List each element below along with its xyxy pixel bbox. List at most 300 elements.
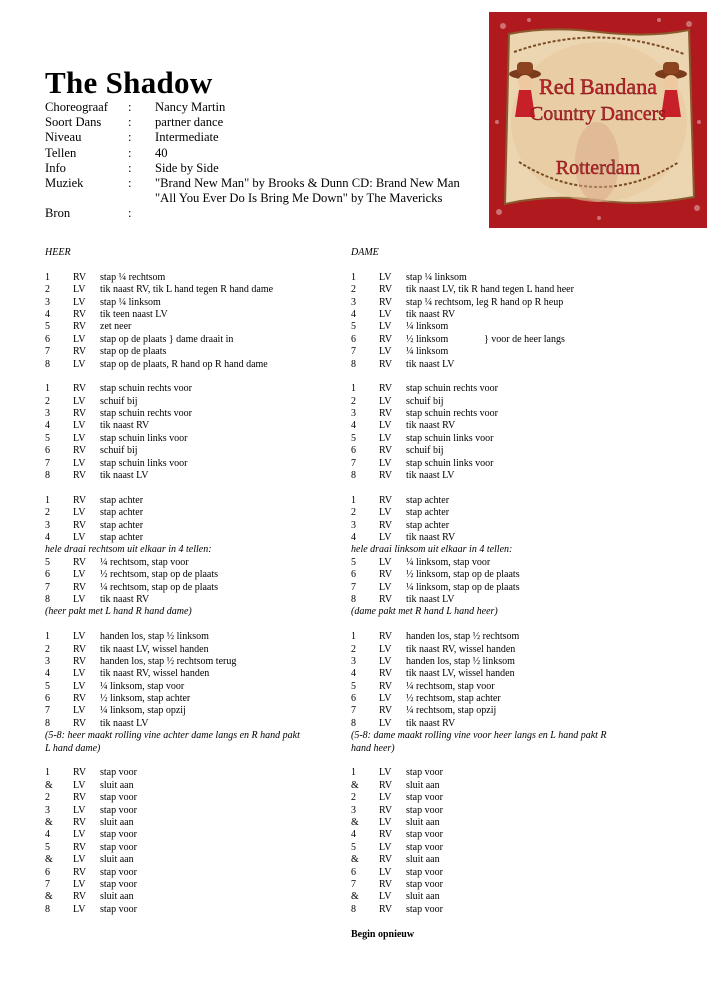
step-description: handen los, stap ½ rechtsom	[406, 631, 520, 643]
step-description: ¼ linksom	[406, 346, 449, 358]
step-foot: LV	[73, 631, 86, 643]
step-foot: LV	[379, 420, 392, 432]
step-description: ¼ rechtsom, stap voor	[406, 680, 495, 692]
step-description: tik naast RV	[100, 593, 150, 605]
step-foot: LV	[379, 395, 392, 407]
step-description: stap voor	[100, 841, 137, 853]
meta-label: Info	[45, 160, 66, 175]
step-count: 2	[351, 792, 356, 804]
step-count: 3	[351, 296, 356, 308]
step-foot: LV	[73, 358, 86, 370]
step-foot: LV	[379, 556, 392, 568]
step-description: stap schuin rechts voor	[100, 383, 192, 395]
step-foot: LV	[73, 668, 86, 680]
step-count: 5	[45, 432, 50, 444]
step-description: stap schuin rechts voor	[100, 408, 192, 420]
step-foot: LV	[73, 569, 86, 581]
meta-colon: :	[128, 115, 132, 130]
step-count: 7	[45, 457, 50, 469]
step-description: stap voor	[406, 792, 443, 804]
step-count: 3	[45, 804, 50, 816]
step-foot: RV	[73, 271, 87, 283]
step-foot: LV	[73, 854, 86, 866]
step-foot: RV	[73, 693, 87, 705]
step-block	[351, 383, 613, 482]
meta-value: Intermediate	[155, 130, 219, 145]
step-foot: LV	[379, 581, 392, 593]
step-row	[45, 582, 307, 594]
step-description: tik naast RV	[406, 308, 456, 320]
step-foot: RV	[379, 445, 393, 457]
step-count: 2	[351, 507, 356, 519]
step-count: 7	[45, 878, 50, 890]
meta-value: "All You Ever Do Is Bring Me Down" by The Mavericks	[155, 191, 443, 206]
step-count: 8	[351, 593, 356, 605]
step-count: &	[45, 854, 53, 866]
step-description: ¼ linksom, stap voor	[406, 556, 491, 568]
step-foot: RV	[379, 408, 393, 420]
step-description: tik naast RV, tik L hand tegen R hand dame	[100, 284, 274, 296]
step-description: stap voor	[100, 792, 137, 804]
step-description: stap op de plaats } dame draait in	[100, 333, 234, 345]
step-foot: LV	[379, 271, 392, 283]
step-description: schuif bij	[100, 445, 138, 457]
step-row	[351, 854, 613, 866]
step-count: 4	[45, 668, 50, 680]
step-row	[351, 644, 613, 656]
step-count: 1	[351, 383, 356, 395]
step-foot: LV	[73, 284, 86, 296]
step-description: tik naast LV	[100, 717, 149, 729]
step-row	[351, 309, 613, 321]
step-description: zet neer	[100, 321, 132, 333]
step-row	[351, 396, 613, 408]
step-row	[351, 792, 613, 804]
step-row	[45, 805, 307, 817]
step-description: stap achter	[100, 531, 144, 543]
step-description: ¼ rechtsom, stap voor	[100, 556, 189, 568]
step-count: 7	[351, 581, 356, 593]
step-foot: LV	[73, 395, 86, 407]
step-description: sluit aan	[100, 779, 134, 791]
step-description: stap voor	[100, 866, 137, 878]
step-count: 1	[351, 271, 356, 283]
step-row	[351, 891, 613, 903]
step-description: stap achter	[406, 519, 450, 531]
step-row	[351, 495, 613, 507]
step-block	[45, 383, 307, 482]
step-description: stap schuin links voor	[100, 457, 188, 469]
step-row	[45, 383, 307, 395]
step-foot: LV	[73, 457, 86, 469]
logo-line-1: Red Bandana	[539, 74, 657, 99]
meta-label: Bron	[45, 206, 71, 221]
step-count: 4	[351, 308, 356, 320]
step-count: 2	[45, 395, 50, 407]
step-foot: RV	[73, 346, 87, 358]
step-foot: LV	[379, 817, 392, 829]
step-count: 2	[45, 284, 50, 296]
step-foot: LV	[379, 866, 392, 878]
step-foot: RV	[73, 643, 87, 655]
step-foot: RV	[73, 408, 87, 420]
step-row	[45, 321, 307, 333]
meta-colon: :	[128, 206, 132, 221]
step-row	[45, 272, 307, 284]
step-row	[45, 693, 307, 705]
step-count: 7	[45, 705, 50, 717]
step-count: 6	[351, 866, 356, 878]
step-count: 3	[45, 655, 50, 667]
step-description: stap ¼ rechtsom	[100, 271, 166, 283]
step-foot: RV	[73, 841, 87, 853]
step-count: 6	[45, 693, 50, 705]
meta-label: Niveau	[45, 130, 82, 145]
step-count: &	[351, 779, 359, 791]
step-description: tik naast RV	[406, 531, 456, 543]
step-row	[351, 631, 613, 643]
step-count: &	[351, 817, 359, 829]
step-description: ½ rechtsom, stap op de plaats	[100, 569, 219, 581]
step-row	[351, 569, 613, 581]
step-description: schuif bij	[406, 395, 444, 407]
step-count: 8	[351, 903, 356, 915]
meta-value: "Brand New Man" by Brooks & Dunn CD: Brand New Man	[155, 175, 460, 190]
step-foot: RV	[379, 519, 393, 531]
meta-label: Choreograaf	[45, 100, 108, 114]
step-row	[351, 780, 613, 792]
step-row	[45, 569, 307, 581]
step-description: stap voor	[100, 767, 137, 779]
step-row	[351, 520, 613, 532]
step-foot: RV	[379, 631, 393, 643]
step-description: stap voor	[406, 841, 443, 853]
step-count: 1	[45, 271, 50, 283]
step-description: stap schuin links voor	[406, 457, 494, 469]
step-row	[45, 631, 307, 643]
step-count: 7	[45, 581, 50, 593]
step-count: 6	[351, 693, 356, 705]
step-foot: RV	[73, 494, 87, 506]
step-description: stap voor	[406, 878, 443, 890]
step-foot: LV	[73, 878, 86, 890]
step-count: 5	[351, 841, 356, 853]
step-description: ¼ rechtsom, stap opzij	[406, 705, 497, 717]
step-count: 1	[45, 383, 50, 395]
step-count: 4	[351, 531, 356, 543]
step-block	[45, 272, 307, 371]
step-description: tik naast LV, tik R hand tegen L hand heer	[406, 284, 574, 296]
step-description: tik naast RV	[100, 420, 150, 432]
step-description: stap voor	[406, 866, 443, 878]
step-description: stap voor	[100, 804, 137, 816]
step-row	[45, 470, 307, 482]
step-row	[45, 904, 307, 916]
step-row	[351, 470, 613, 482]
meta-colon: :	[128, 175, 132, 190]
step-count: 8	[45, 903, 50, 915]
step-row	[45, 668, 307, 680]
step-foot: LV	[73, 804, 86, 816]
step-description: stap schuin rechts voor	[406, 383, 498, 395]
step-count: 5	[351, 432, 356, 444]
step-row	[351, 284, 613, 296]
step-foot: LV	[379, 767, 392, 779]
step-foot: RV	[73, 321, 87, 333]
step-count: &	[351, 891, 359, 903]
step-count: 2	[351, 643, 356, 655]
club-logo	[489, 12, 707, 228]
step-foot: RV	[73, 866, 87, 878]
step-count: 5	[45, 321, 50, 333]
step-count: 2	[45, 507, 50, 519]
step-count: 5	[45, 841, 50, 853]
step-row	[45, 792, 307, 804]
step-description: stap schuin links voor	[100, 432, 188, 444]
step-description: tik naast RV	[406, 717, 456, 729]
step-foot: RV	[379, 593, 393, 605]
meta-colon: :	[128, 130, 132, 145]
step-foot: LV	[73, 531, 86, 543]
step-foot: RV	[379, 494, 393, 506]
step-row	[351, 408, 613, 420]
step-foot: LV	[379, 643, 392, 655]
step-row	[351, 334, 613, 346]
step-foot: LV	[379, 531, 392, 543]
meta-colon: :	[128, 100, 132, 114]
step-foot: RV	[379, 854, 393, 866]
step-foot: LV	[379, 841, 392, 853]
step-foot: RV	[379, 705, 393, 717]
step-count: 6	[351, 569, 356, 581]
step-foot: LV	[379, 308, 392, 320]
step-count: 1	[45, 767, 50, 779]
step-row	[351, 718, 613, 730]
step-count: 6	[351, 445, 356, 457]
step-row	[351, 705, 613, 717]
step-count: 6	[45, 333, 50, 345]
step-description: sluit aan	[406, 854, 440, 866]
step-description: stap op de plaats, R hand op R hand dame	[100, 358, 268, 370]
step-description: schuif bij	[100, 395, 138, 407]
step-row	[45, 408, 307, 420]
step-count: 1	[351, 767, 356, 779]
step-description: sluit aan	[406, 817, 440, 829]
step-row	[45, 829, 307, 841]
step-description: stap achter	[100, 494, 144, 506]
step-count: 4	[45, 531, 50, 543]
step-foot: LV	[379, 507, 392, 519]
step-row	[351, 842, 613, 854]
step-foot: RV	[73, 383, 87, 395]
step-row	[45, 359, 307, 371]
step-count: 8	[351, 717, 356, 729]
step-count: 4	[45, 308, 50, 320]
step-foot: LV	[73, 420, 86, 432]
step-count: 5	[351, 680, 356, 692]
step-description: tik naast LV	[406, 593, 455, 605]
step-count: 3	[351, 408, 356, 420]
step-foot: RV	[73, 556, 87, 568]
step-row	[351, 346, 613, 358]
step-count: 1	[351, 494, 356, 506]
step-row	[45, 867, 307, 879]
step-description: stap ¼ linksom	[100, 296, 161, 308]
step-count: 3	[351, 519, 356, 531]
step-row	[45, 520, 307, 532]
step-row	[351, 594, 613, 606]
step-foot: RV	[73, 655, 87, 667]
step-description: ¼ linksom, stap opzij	[100, 705, 186, 717]
step-row	[45, 396, 307, 408]
step-description: tik naast LV	[406, 358, 455, 370]
step-row	[351, 359, 613, 371]
step-row	[45, 507, 307, 519]
step-note: (5-8: dame maakt rolling vine voor heer langs en L hand pakt R hand heer)	[351, 730, 607, 754]
step-description: ¼ linksom, stap voor	[100, 680, 185, 692]
meta-value: 40	[155, 145, 168, 160]
step-count: 6	[45, 445, 50, 457]
step-row	[351, 272, 613, 284]
step-count: 3	[351, 655, 356, 667]
step-foot: RV	[379, 296, 393, 308]
step-row	[351, 507, 613, 519]
step-row	[45, 842, 307, 854]
step-description: stap voor	[406, 804, 443, 816]
step-foot: LV	[73, 680, 86, 692]
step-foot: RV	[379, 804, 393, 816]
step-row	[351, 829, 613, 841]
step-row	[351, 383, 613, 395]
step-row	[45, 767, 307, 779]
step-row	[45, 284, 307, 296]
step-description: stap achter	[100, 519, 144, 531]
step-row	[351, 433, 613, 445]
step-description: ¼ linksom	[406, 321, 449, 333]
step-count: 7	[351, 878, 356, 890]
step-description: tik naast LV	[406, 470, 455, 482]
meta-label: Soort Dans	[45, 115, 102, 130]
step-foot: LV	[73, 333, 86, 345]
step-foot: RV	[379, 903, 393, 915]
step-row	[45, 817, 307, 829]
step-description: stap op de plaats	[100, 346, 167, 358]
step-row	[351, 767, 613, 779]
dame-heading: DAME	[351, 247, 379, 258]
heer-heading: HEER	[45, 247, 71, 258]
step-count: 4	[45, 829, 50, 841]
step-description: tik naast RV, wissel handen	[406, 643, 516, 655]
step-row	[351, 879, 613, 891]
step-description: tik naast RV	[406, 420, 456, 432]
step-row	[45, 854, 307, 866]
step-description: handen los, stap ½ linksom	[100, 631, 209, 643]
step-count: 4	[351, 668, 356, 680]
step-count: 3	[45, 519, 50, 531]
step-foot: RV	[73, 308, 87, 320]
meta-colon: :	[128, 160, 132, 175]
step-row	[45, 346, 307, 358]
footer-note: Begin opnieuw	[351, 929, 415, 940]
step-foot: RV	[379, 878, 393, 890]
meta-value: Side by Side	[155, 160, 219, 175]
step-description: stap voor	[406, 767, 443, 779]
step-foot: LV	[379, 891, 392, 903]
step-description: ¼ rechtsom, stap op de plaats	[100, 581, 219, 593]
step-description: sluit aan	[100, 817, 134, 829]
step-count: 4	[45, 420, 50, 432]
step-foot: RV	[379, 284, 393, 296]
step-description: tik teen naast LV	[100, 308, 168, 320]
step-foot: RV	[379, 569, 393, 581]
step-block	[45, 495, 307, 619]
step-count: 8	[45, 717, 50, 729]
step-count: 3	[45, 296, 50, 308]
step-count: 2	[45, 643, 50, 655]
step-count: 2	[45, 792, 50, 804]
step-count: 8	[45, 593, 50, 605]
step-row	[45, 420, 307, 432]
step-foot: LV	[73, 296, 86, 308]
step-row	[351, 297, 613, 309]
step-count: &	[45, 891, 53, 903]
step-row	[45, 532, 307, 544]
logo-graphic	[489, 12, 707, 228]
step-count: 6	[45, 866, 50, 878]
step-count: 1	[45, 494, 50, 506]
step-foot: LV	[73, 829, 86, 841]
step-count: 3	[45, 408, 50, 420]
step-foot: RV	[379, 680, 393, 692]
step-count: 6	[45, 569, 50, 581]
step-description: ¼ linksom, stap op de plaats	[406, 581, 520, 593]
heer-column	[45, 247, 307, 929]
step-description: stap achter	[406, 494, 450, 506]
dame-column	[351, 247, 613, 929]
step-row	[45, 681, 307, 693]
step-row	[45, 309, 307, 321]
step-row	[45, 705, 307, 717]
step-foot: RV	[379, 829, 393, 841]
step-count: 1	[45, 631, 50, 643]
meta-value: Nancy Martin	[155, 100, 226, 114]
step-row	[45, 458, 307, 470]
step-row	[45, 718, 307, 730]
step-row	[45, 780, 307, 792]
step-foot: RV	[73, 792, 87, 804]
step-row	[351, 557, 613, 569]
step-count: 8	[45, 470, 50, 482]
step-description: sluit aan	[100, 891, 134, 903]
step-row	[45, 891, 307, 903]
step-foot: LV	[379, 321, 392, 333]
step-count: 1	[351, 631, 356, 643]
step-note: hele draai linksom uit elkaar in 4 tellen:	[351, 544, 513, 556]
step-foot: LV	[73, 593, 86, 605]
step-foot: LV	[379, 693, 392, 705]
step-count: 2	[351, 284, 356, 296]
step-count: 7	[351, 457, 356, 469]
step-row	[351, 321, 613, 333]
step-description: ½ linksom, stap achter	[100, 693, 191, 705]
logo-line-3: Rotterdam	[555, 157, 641, 179]
step-foot: RV	[73, 817, 87, 829]
step-description: handen los, stap ½ linksom	[406, 655, 515, 667]
meta-value: partner dance	[155, 115, 224, 130]
step-row	[351, 420, 613, 432]
step-count: 8	[45, 358, 50, 370]
step-row	[45, 557, 307, 569]
